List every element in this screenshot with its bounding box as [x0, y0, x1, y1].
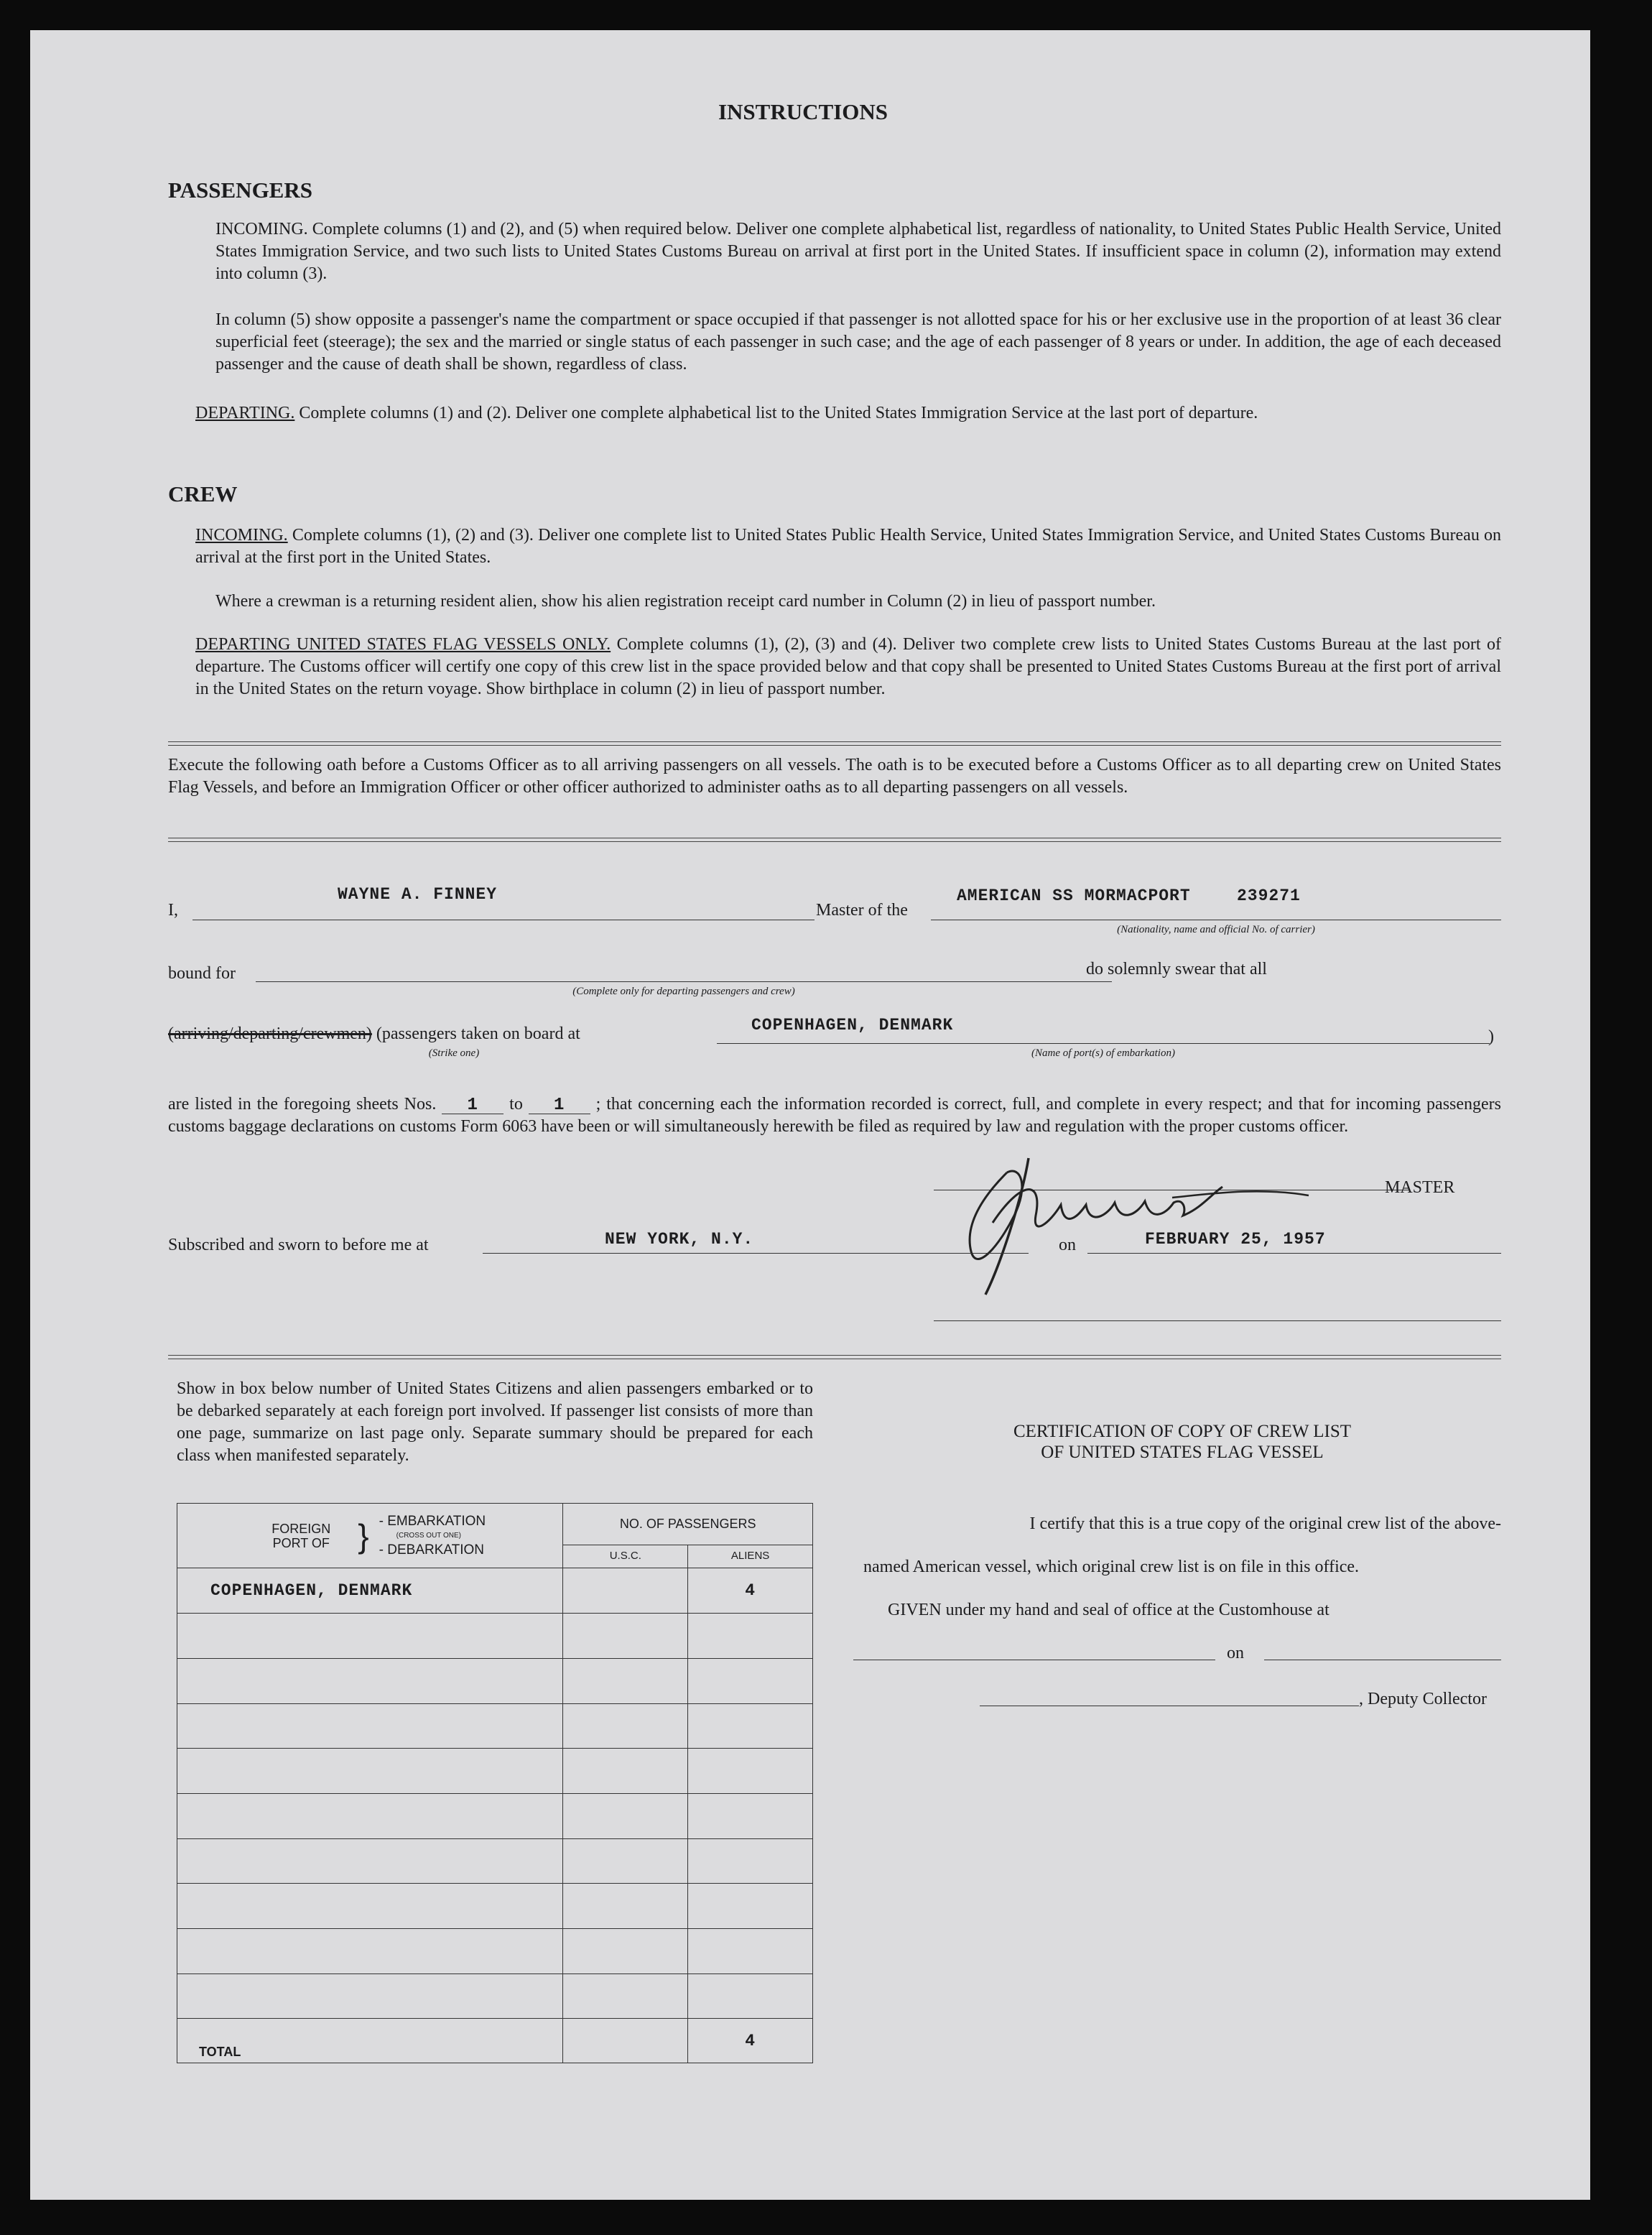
summary-usc-cell[interactable] [563, 1568, 688, 1614]
total-row [177, 2019, 813, 2063]
vessel-caption: (Nationality, name and official No. of carrier) [1117, 924, 1315, 935]
summary-aliens-cell[interactable] [688, 1614, 813, 1659]
summary-port-cell[interactable] [177, 1658, 563, 1703]
summary-usc-cell[interactable] [563, 1703, 688, 1749]
summary-usc-cell[interactable] [563, 1973, 688, 2019]
port-caption: (Name of port(s) of embarkation) [1031, 1047, 1175, 1059]
table-row [177, 1973, 813, 2019]
crew-resident-paragraph: Where a crewman is a returning resident alien, show his alien registration receipt card number in Column (2) in lieu of passport number. [215, 592, 1156, 611]
summary-port-cell[interactable] [177, 1973, 563, 2019]
oath-i-label: I, [168, 901, 178, 920]
summary-usc-cell[interactable] [563, 1884, 688, 1929]
passengers-incoming-text: Complete columns (1) and (2), and (5) when required below. Deliver one complete alphabetical list, regardless of nationality, to United States Public Health Service, United States Immigration Service, and two such lists to United States Customs Bureau on arrival at first port in the United States. If insufficient space in column (2), information may extend into column (3). [215, 220, 1501, 283]
sworn-place-line [483, 1253, 1029, 1254]
summary-port-cell[interactable] [177, 1703, 563, 1749]
summary-aliens-cell[interactable] [688, 1658, 813, 1703]
embarkation-label: - EMBARKATION [379, 1513, 486, 1529]
crew-departing-paragraph [195, 634, 1501, 700]
crew-departing-text: Complete columns (1), (2), (3) and (4). Deliver two complete crew lists to United States Customs Bureau at the last port of departure. The Customs officer will certify one copy of this crew list in the space provided below and that copy shall be presented to United States Customs Bureau at the first port of arrival in the United States on the return voyage. Show birthplace in column (2) in lieu of passport number. [195, 635, 1501, 698]
table-row [177, 1658, 813, 1703]
summary-rows [177, 1568, 813, 2019]
strike-text: (arriving/departing/crewmen) [168, 1024, 372, 1043]
divider [168, 741, 1501, 746]
table-row [177, 1749, 813, 1794]
no-passengers-header: NO. OF PASSENGERS [563, 1504, 813, 1545]
passenger-summary-table [177, 1503, 813, 2063]
passengers-on-board-label: (passengers taken on board at [376, 1024, 580, 1043]
summary-port-cell[interactable] [177, 1749, 563, 1794]
passengers-heading: PASSENGERS [168, 177, 312, 203]
debarkation-label: - DEBARKATION [379, 1542, 485, 1558]
table-row [177, 1703, 813, 1749]
summary-usc-cell[interactable] [563, 1658, 688, 1703]
vessel-value[interactable]: AMERICAN SS MORMACPORT [957, 887, 1191, 905]
master-name-value[interactable]: WAYNE A. FINNEY [338, 885, 498, 904]
to-label: to [509, 1095, 523, 1114]
foreign-port-label: FOREIGN PORT OF [272, 1521, 331, 1550]
summary-aliens-cell[interactable] [688, 1884, 813, 1929]
summary-usc-cell[interactable] [563, 1614, 688, 1659]
sworn-date-value[interactable]: FEBRUARY 25, 1957 [1145, 1230, 1326, 1249]
strike-text-wrapper [168, 1023, 580, 1045]
certification-text2: named American vessel, which original crew list is on file in this office. [863, 1558, 1360, 1576]
swear-label: do solemnly swear that all [1086, 960, 1267, 978]
summary-aliens-cell[interactable] [688, 1973, 813, 2019]
brace-icon: } [358, 1517, 369, 1555]
certification-heading-line2: OF UNITED STATES FLAG VESSEL [1041, 1443, 1324, 1462]
table-row [177, 1884, 813, 1929]
passengers-departing-label: DEPARTING. [195, 404, 295, 422]
table-row [177, 1928, 813, 1973]
aliens-header: ALIENS [688, 1545, 813, 1568]
table-row [177, 1793, 813, 1838]
master-signature [935, 1137, 1337, 1302]
certification-on-label: on [1227, 1644, 1244, 1662]
summary-aliens-cell[interactable]: 4 [688, 1568, 813, 1614]
passengers-column5-paragraph: In column (5) show opposite a passenger's name the compartment or space occupied if that passenger is not allotted space for his or her exclusive use in the proportion of at least 36 clear superficial feet (steerage); the sex and the married or single status of each passenger in such case; and the age of each passenger of 8 years or under. In addition, the age of each deceased passenger and the cause of death shall be shown, regardless of class. [215, 310, 1501, 374]
master-of-label: Master of the [816, 901, 908, 920]
table-row [177, 1614, 813, 1659]
summary-port-cell[interactable] [177, 1793, 563, 1838]
form-page [30, 30, 1590, 2200]
subscribed-label: Subscribed and sworn to before me at [168, 1236, 429, 1254]
summary-usc-cell[interactable] [563, 1838, 688, 1884]
summary-port-cell[interactable]: COPENHAGEN, DENMARK [177, 1568, 563, 1614]
crew-incoming-paragraph [195, 524, 1501, 569]
crew-heading: CREW [168, 481, 238, 506]
summary-usc-cell[interactable] [563, 1793, 688, 1838]
crew-incoming-label: INCOMING. [195, 526, 288, 545]
crew-incoming-text: Complete columns (1), (2) and (3). Deliver one complete list to United States Public Health Service, United States Immigration Service, and United States Customs Bureau on arrival at the first port in the United States. [195, 526, 1502, 567]
crew-departing-label: DEPARTING UNITED STATES FLAG VESSELS ONLY. [195, 635, 611, 654]
bound-for-line[interactable] [256, 981, 1112, 982]
summary-usc-cell[interactable] [563, 1928, 688, 1973]
sheet-from-value[interactable]: 1 [442, 1098, 504, 1114]
bound-for-label: bound for [168, 964, 236, 983]
foreign-port-header [177, 1504, 563, 1568]
table-row [177, 1568, 813, 1614]
port-value[interactable]: COPENHAGEN, DENMARK [751, 1016, 954, 1035]
summary-aliens-cell[interactable] [688, 1749, 813, 1794]
deputy-collector-label: , Deputy Collector [1359, 1690, 1487, 1708]
certification-heading [863, 1421, 1501, 1463]
oath-intro: Execute the following oath before a Customs Officer as to all arriving passengers on all vessels. The oath is to be executed before a Customs Officer as to all departing crew on United States Flag Vessels, and before an Immigration Officer or other officer authorized to administer oaths as to all departing passengers on all vessels. [168, 756, 1501, 797]
usc-header: U.S.C. [563, 1545, 688, 1568]
summary-instructions: Show in box below number of United States Citizens and alien passengers embarked or to be debarked separately at each foreign port involved. If passenger list consists of more than one page, summarize on last page only. Separate summary should be prepared for each class when manifested separately. [177, 1379, 813, 1465]
summary-port-cell[interactable] [177, 1884, 563, 1929]
table-row [177, 1838, 813, 1884]
summary-aliens-cell[interactable] [688, 1838, 813, 1884]
summary-port-cell[interactable] [177, 1838, 563, 1884]
total-label: TOTAL [177, 2019, 563, 2063]
summary-aliens-cell[interactable] [688, 1793, 813, 1838]
passengers-departing-paragraph [195, 402, 1501, 425]
strike-caption: (Strike one) [428, 1047, 480, 1059]
passengers-incoming-label: INCOMING. [215, 220, 308, 239]
summary-aliens-cell[interactable] [688, 1928, 813, 1973]
certification-text1: I certify that this is a true copy of the original crew list of the above- [1029, 1514, 1501, 1533]
total-usc[interactable] [563, 2019, 688, 2063]
sheet-to-value[interactable]: 1 [529, 1098, 590, 1114]
on-label: on [1059, 1236, 1076, 1254]
page-title: INSTRUCTIONS [718, 99, 888, 124]
passengers-departing-text: Complete columns (1) and (2). Deliver one complete alphabetical list to the United States Immigration Service at the last port of departure. [299, 404, 1258, 422]
summary-port-cell[interactable] [177, 1614, 563, 1659]
divider [168, 838, 1501, 842]
sworn-place-value[interactable]: NEW YORK, N.Y. [605, 1230, 754, 1249]
summary-usc-cell[interactable] [563, 1749, 688, 1794]
master-label: MASTER [1385, 1178, 1455, 1197]
passengers-incoming-paragraph [215, 218, 1501, 285]
sworn-date-line [1087, 1253, 1501, 1254]
divider [168, 1355, 1501, 1359]
total-aliens[interactable]: 4 [688, 2019, 813, 2063]
summary-aliens-cell[interactable] [688, 1703, 813, 1749]
certification-heading-line1: CERTIFICATION OF COPY OF CREW LIST [1013, 1422, 1352, 1441]
certification-text3: GIVEN under my hand and seal of office at the Customhouse at [888, 1601, 1330, 1619]
cross-out-label: (CROSS OUT ONE) [396, 1531, 462, 1540]
listed-rest: ; that concerning each the information recorded is correct, full, and complete in every respect; and that for incoming passengers customs baggage declarations on customs Form 6063 have been or will simultaneously herewith be filed as required by law and regulation with the proper customs officer. [168, 1095, 1502, 1136]
port-line [717, 1043, 1490, 1044]
officer-signature-line [934, 1320, 1501, 1321]
oath-listed-paragraph [168, 1093, 1501, 1138]
listed-label: are listed in the foregoing sheets Nos. [168, 1095, 437, 1114]
vessel-number-value[interactable]: 239271 [1237, 887, 1301, 905]
close-paren: ) [1488, 1027, 1494, 1046]
bound-for-caption: (Complete only for departing passengers and crew) [572, 986, 795, 997]
summary-port-cell[interactable] [177, 1928, 563, 1973]
